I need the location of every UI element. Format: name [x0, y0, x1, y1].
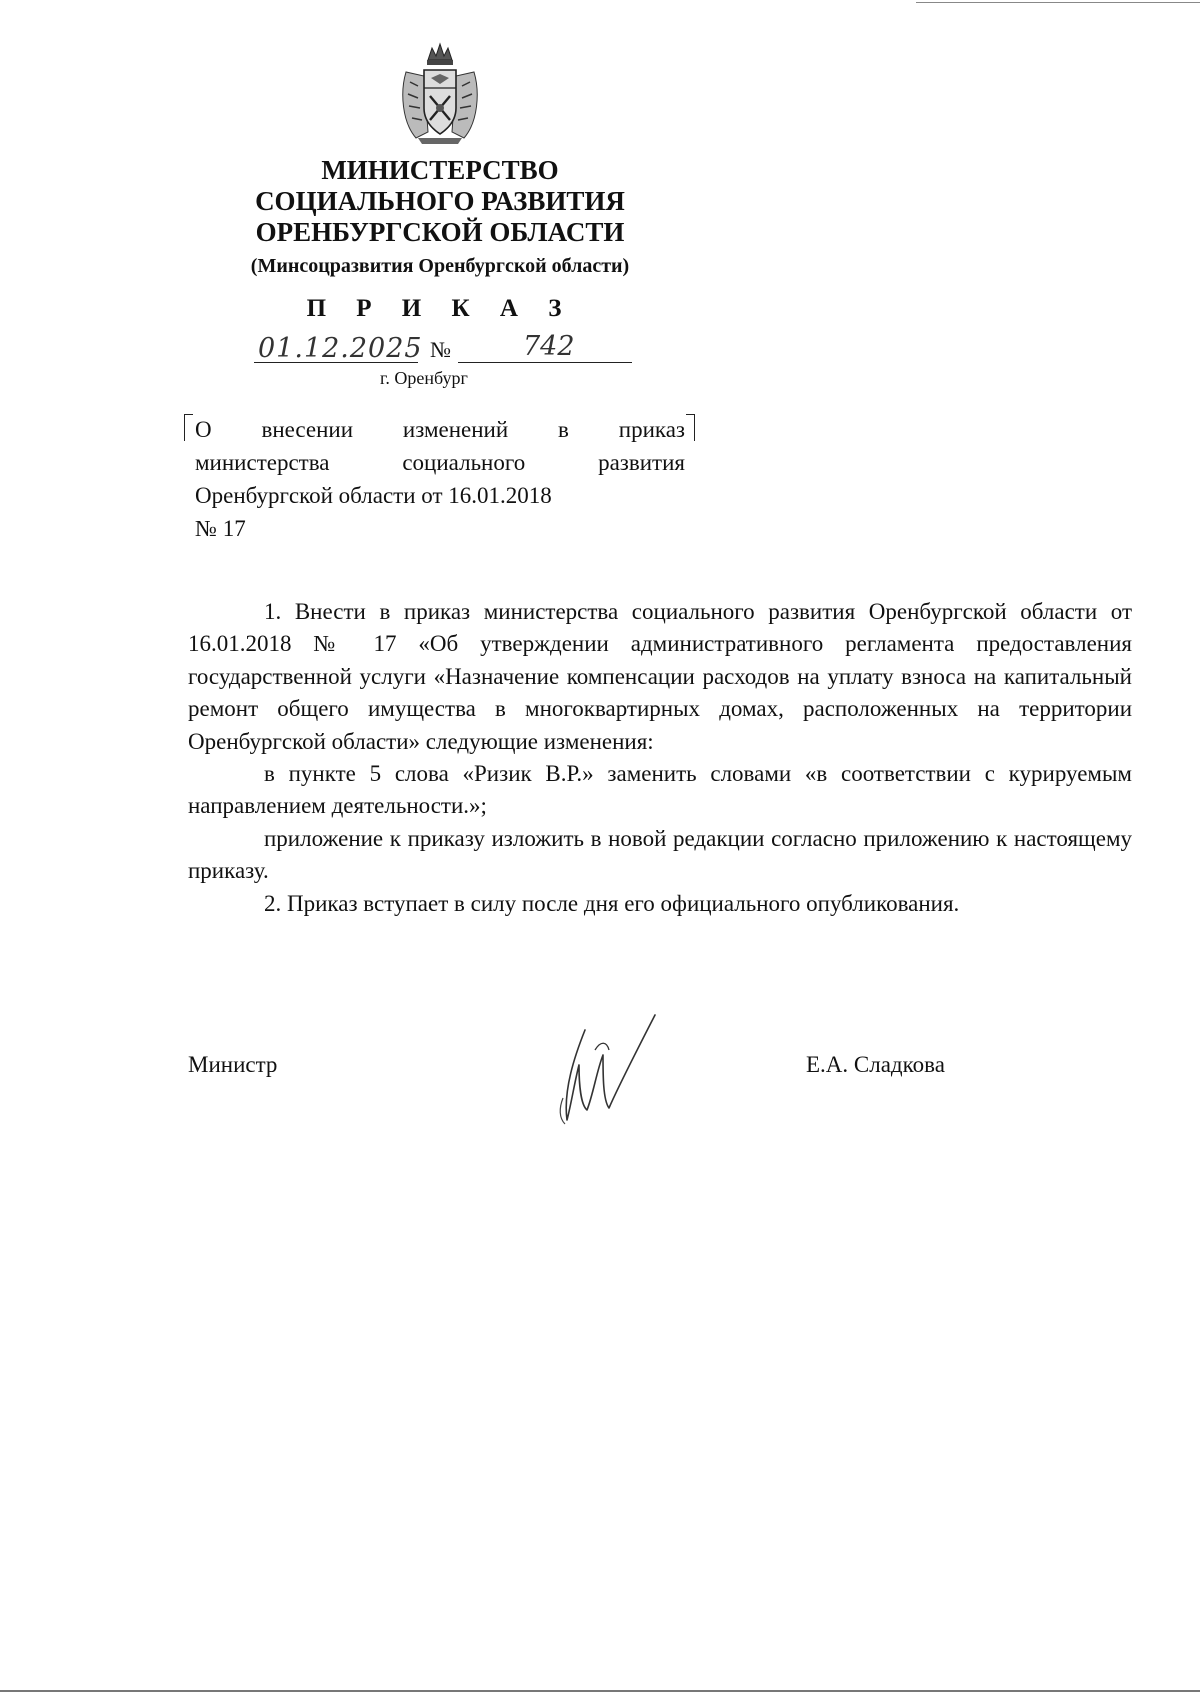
document-type: П Р И К А З — [306, 295, 574, 322]
signatory-title: Министр — [188, 1052, 278, 1077]
coat-of-arms-icon — [398, 42, 482, 146]
ministry-name-line: ОРЕНБУРГСКОЙ ОБЛАСТИ — [255, 217, 625, 247]
number-label: № — [430, 337, 451, 362]
scan-edge-top — [916, 2, 1200, 3]
number-underline — [458, 362, 632, 363]
ministry-name-line: СОЦИАЛЬНОГО РАЗВИТИЯ — [255, 186, 625, 216]
document-subject — [195, 413, 685, 545]
subject-line: № 17 — [195, 516, 246, 541]
body-paragraph: 1. Внести в приказ министерства социального развития Оренбургской области от 16.01.2018 № 17 «Об утверждении административного регламента предоставления государственной услуги «Назначение компенсации расходов на уплату взноса на капитальный ремонт общего имущества в многоквартирных домах, расположенных на территории Оренбургской области» следующие изменения: — [188, 599, 1132, 754]
subject-line: О внесении изменений в приказ — [195, 417, 685, 442]
subject-bracket-right — [686, 414, 695, 441]
subject-line: министерства социального развития — [195, 450, 685, 475]
body-paragraph: в пункте 5 слова «Ризик В.Р.» заменить словами «в соответствии с курируемым направлением деятельности.»; — [188, 761, 1132, 819]
date-underline — [254, 362, 418, 363]
document-number: 742 — [523, 331, 575, 362]
ministry-name — [170, 155, 710, 248]
subject-bracket-left — [184, 414, 193, 441]
document-date: 01.12.2025 — [258, 333, 423, 364]
signatory-name: Е.А. Сладкова — [806, 1052, 945, 1077]
ministry-short-name: (Минсоцразвития Оренбургской области) — [250, 255, 630, 277]
body-paragraph: 2. Приказ вступает в силу после дня его официального опубликования. — [264, 890, 960, 916]
scan-edge-bottom — [0, 1690, 1200, 1692]
document-city: г. Оренбург — [380, 368, 468, 388]
document-body — [188, 596, 1132, 920]
subject-line: Оренбургской области от 16.01.2018 — [195, 483, 552, 508]
handwritten-signature — [545, 1010, 690, 1130]
ministry-name-line: МИНИСТЕРСТВО — [321, 155, 559, 185]
body-paragraph: приложение к приказу изложить в новой редакции согласно приложению к настоящему приказу. — [188, 825, 1132, 884]
